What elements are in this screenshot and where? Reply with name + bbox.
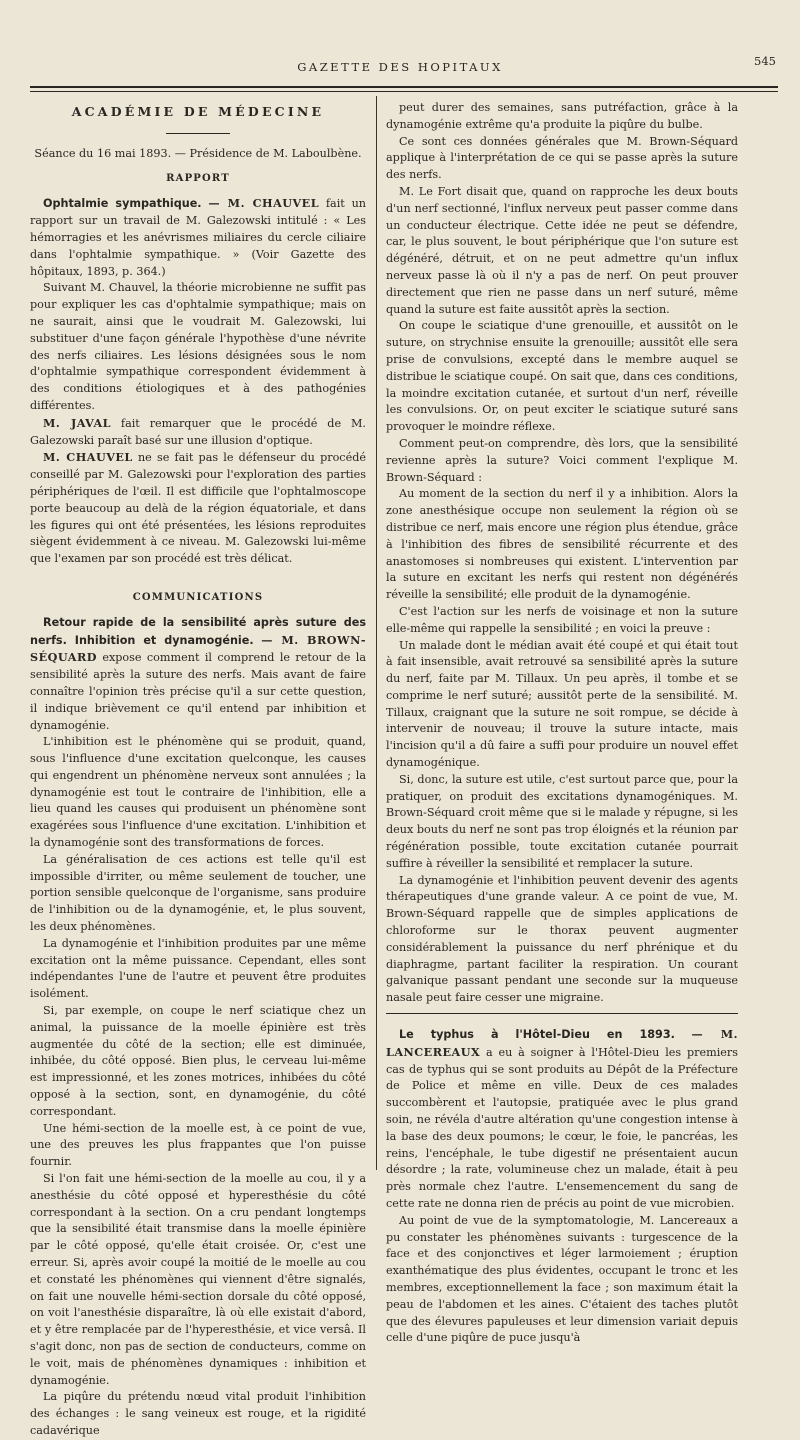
- article-paragraph: C'est l'action sur les nerfs de voisinage et non la suture elle-même qui rappelle la sensibilité ; en voici la preuve :: [386, 604, 738, 635]
- article-title: Ophtalmie sympathique.: [43, 197, 202, 211]
- running-title: GAZETTE DES HOPITAUX: [297, 60, 503, 74]
- article-paragraph: Un malade dont le médian avait été coupé et qui était tout à fait insensible, avait retrouvé sa sensibilité après la suture du nerf, faite par M. Tillaux. Un peu après, il tombe et se comprime le nerf suturé; aussitôt perte de la sensibilité. M. Tillaux, craignant que la suture ne soit rompue, se décide à intervenir de nouveau; il trouve la suture intacte, mais l'incision qu'il a dû faire a suffi pour produire un nouvel effet dynamogénique.: [386, 638, 738, 770]
- article-paragraph: peut durer des semaines, sans putréfaction, grâce à la dynamogénie extrême qu'a produite la piqûre du bulbe.: [386, 101, 738, 131]
- article-paragraph: L'inhibition est le phénomène qui se produit, quand, sous l'influence d'une excitation quelconque, les causes qui engendrent un phénomène nerveux sont annulées ; la dynamogénie est tout le contraire de l'inhibition, elle a lieu quand les causes qui produisent un phénomène sont exagérées sous l'influence d'une excitation. L'inhibition et la dynamogénie sont des transformations de forces.: [30, 735, 366, 850]
- article-paragraph: La piqûre du prétendu nœud vital produit l'inhibition des échanges : le sang veineux est rouge, et la rigidité cadavérique: [30, 1390, 366, 1437]
- article-paragraph: La dynamogénie et l'inhibition peuvent devenir des agents thérapeutiques d'une grande valeur. A ce point de vue, M. Brown-Séquard rappelle que de simples applications de chloroforme sur le thorax peuvent augmenter considérablement la puissance du nerf phrénique et du diaphragme, partant faciliter la respiration. Un courant galvanique passant pendant une seconde sur la muqueuse nasale peut faire cesser une migraine.: [386, 873, 738, 1005]
- article-paragraph: [386, 1026, 738, 1213]
- article-paragraph: Suivant M. Chauvel, la théorie microbienne ne suffit pas pour expliquer les cas d'ophtalmie sympathique; mais on ne saurait, ainsi que le voudrait M. Galezowski, lui substituer d'une façon générale l'hypothèse d'une névrite des nerfs ciliaires. Les lésions désignées sous le nom d'ophtalmie sympathique correspondent évidemment à des conditions étiologiques et à des pathogénies différentes.: [30, 281, 366, 412]
- article-paragraph: Au point de vue de la symptomatologie, M. Lancereaux a pu constater les phénomènes suivants : turgescence de la face et des conjonctives et léger larmoiement ; éruption exanthématique des plus évidentes, occupant le tronc et les membres, exceptionnellement la face ; son maximum était la peau de l'abdomen et les aines. C'étaient des taches plutôt que des élevures papuleuses et leur dimension variait depuis celle d'une piqûre de puce jusqu'à: [386, 1213, 738, 1345]
- paragraph-text: expose comment il comprend le retour de la sensibilité après la suture des nerfs. Mais avant de faire connaître l'opinion très précise qu'il a sur cette question, il indique brièvement ce qu'il entend par inhibition et dynamogénie.: [30, 651, 366, 732]
- article-paragraph: La dynamogénie et l'inhibition produites par une même excitation ont la même puissance. Cependant, elles sont indépendantes l'une de l'autre et peuvent être produites isolément.: [30, 936, 366, 1001]
- article-paragraph: Si, par exemple, on coupe le nerf sciatique chez un animal, la puissance de la moelle épinière est très augmentée du côté de la section; elle est diminuée, inhibée, du côté opposé. Bien plus, le cerveau lui-même est impressionné, et les zones motrices, inhibées du côté opposé à la section, sont, en dynamogénie, du côté correspondant.: [30, 1004, 366, 1118]
- paragraph-text: fait un rapport sur un travail de M. Galezowski intitulé : « Les hémorragies et les anévrismes miliaires du cercle ciliaire dans l'ophtalmie sympathique. » (Voir Gazette des hôpitaux, 1893, p. 364.): [30, 197, 366, 278]
- article-paragraph: Au moment de la section du nerf il y a inhibition. Alors la zone anesthésique occupe non seulement la région où se distribue ce nerf, mais encore une région plus étendue, grâce à l'inhibition des fibres de sensibilité récurrente et des anastomoses si nombreuses qui existent. L'intervention par la suture en excitant les nerfs qui restent non dégénérés réveille la sensibilité; elle produit de la dynamogénie.: [386, 487, 738, 602]
- header-rule-thin: [30, 91, 778, 92]
- article-paragraph: [30, 415, 366, 450]
- author-name: — M. CHAUVEL: [208, 196, 320, 211]
- article-title: Retour rapide de la sensibilité après suture des nerfs. Inhibition et dynamogénie.: [30, 615, 366, 647]
- section-title-rule: [166, 133, 230, 134]
- article-paragraph: Si l'on fait une hémi-section de la moelle au cou, il y a anesthésie du côté opposé et hyperesthésie du côté correspondant à la section. On a cru pendant longtemps que la sensibilité était transmise dans la moelle épinière par le côté opposé, qu'elle était croisée. Or, c'est une erreur. Si, après avoir coupé la moitié de le moelle au cou et constaté les phénomènes qui viennent d'être signalés, on fait une nouvelle hémi-section dorsale du côté opposé, on voit l'anesthésie disparaître, là où elle existait d'abord, et y être remplacée par de l'hyperesthésie, et vice versâ. Il s'agit donc, non pas de section de conducteurs, comme on le voit, mais de phénomènes dynamiques : inhibition et dynamogénie.: [30, 1172, 366, 1387]
- article-paragraph: On coupe le sciatique d'une grenouille, et aussitôt on le suture, on strychnise ensuite la grenouille; aussitôt elle sera prise de convulsions, excepté dans le membre auquel se distribue le sciatique coupé. On sait que, dans ces conditions, la moindre excitation cutanée, et surtout d'un nerf, réveille les convulsions. Or, on peut exciter le sciatique suturé sans provoquer le moindre réflexe.: [386, 319, 738, 434]
- left-column: [30, 100, 366, 1437]
- author-name: — M. BROWN-SÉQUARD: [30, 632, 366, 665]
- article-paragraph: M. Le Fort disait que, quand on rapproche les deux bouts d'un nerf sectionné, l'influx nerveux peut passer comme dans un conducteur électrique. Cette idée ne peut se défendre, car, le plus souvent, le bout périphérique que l'on suture est dégénéré, détruit, et on ne peut admettre qu'un influx nerveux passe là où il n'y a pas de nerf. On peut prouver directement que rien ne passe dans un nerf suturé, même quand la suture est faite aussitôt après la section.: [386, 184, 738, 316]
- article-paragraph: Ce sont ces données générales que M. Brown-Séquard applique à l'interprétation de ce qui se passe après la suture des nerfs.: [386, 134, 738, 182]
- page-number: 545: [754, 54, 776, 68]
- communications-heading: COMMUNICATIONS: [132, 591, 264, 603]
- article-paragraph: [30, 615, 366, 735]
- section-title: ACADÉMIE DE MÉDECINE: [71, 104, 325, 119]
- header-rule: [30, 86, 778, 88]
- paragraph-text: fait remarquer que le procédé de M. Galezowski paraît basé sur une illusion d'optique.: [30, 416, 366, 447]
- rapport-heading: RAPPORT: [166, 172, 230, 184]
- right-column: [386, 100, 738, 1345]
- paragraph-text: a eu à soigner à l'Hôtel-Dieu les premiers cas de typhus qui se sont produits au Dépôt de la Préfecture de Police et même en ville. Deux de ces malades succombèrent et l'autopsie, pratiquée avec le plus grand soin, ne révéla d'autre altération qu'une congestion intense à la base des deux poumons; le cœur, le foie, le pancréas, les reins, l'encéphale, le tube digestif ne présentaient aucun désordre ; la rate, volumineuse chez un malade, était à peu près normale chez l'autre. L'ensemencement du sang de cette rate ne donna rien de précis au point de vue microbien.: [386, 1045, 738, 1210]
- column-divider: [376, 96, 377, 1170]
- article-paragraph: [30, 449, 366, 568]
- author-name: M. JAVAL: [43, 415, 112, 430]
- author-name: — M. LANCEREAUX: [386, 1027, 738, 1059]
- session-line: Séance du 16 mai 1893. — Présidence de M. Laboulbène.: [34, 146, 362, 160]
- article-separator: [386, 1013, 738, 1014]
- article-paragraph: Une hémi-section de la moelle est, à ce point de vue, une des preuves les plus frappantes que l'on puisse fournir.: [30, 1121, 366, 1169]
- article-title: Le typhus à l'Hôtel-Dieu en 1893.: [399, 1028, 675, 1042]
- article-paragraph: Comment peut-on comprendre, dès lors, que la sensibilité revienne après la suture? Voici comment l'explique M. Brown-Séquard :: [386, 436, 738, 484]
- article-paragraph: La généralisation de ces actions est telle qu'il est impossible d'irriter, ou même seulement de toucher, une portion sensible quelconque de l'organisme, sans produire de l'inhibition ou de la dynamogénie, et, le plus souvent, les deux phénomènes.: [30, 852, 366, 934]
- article-paragraph: [30, 195, 366, 280]
- paragraph-text: ne se fait pas le défenseur du procédé conseillé par M. Galezowski pour l'exploration des parties périphériques de l'œil. Il est difficile que l'ophtalmoscope porte beaucoup au delà de la région équatoriale, et dans les figures qui ont été présentées, les lésions reproduites siègent évidemment à ce niveau. M. Galezowski lui-même que l'examen par son procédé est très délicat.: [30, 451, 366, 566]
- author-name: M. CHAUVEL: [43, 450, 133, 465]
- article-paragraph: Si, donc, la suture est utile, c'est surtout parce que, pour la pratiquer, on produit des excitations dynamogéniques. M. Brown-Séquard croit même que si le malade y répugne, si les deux bouts du nerf ne sont pas trop éloignés et la réunion par régénération possible, toute excitation cutanée pourrait suffire à réveiller la sensibilité et remplacer la suture.: [386, 772, 738, 870]
